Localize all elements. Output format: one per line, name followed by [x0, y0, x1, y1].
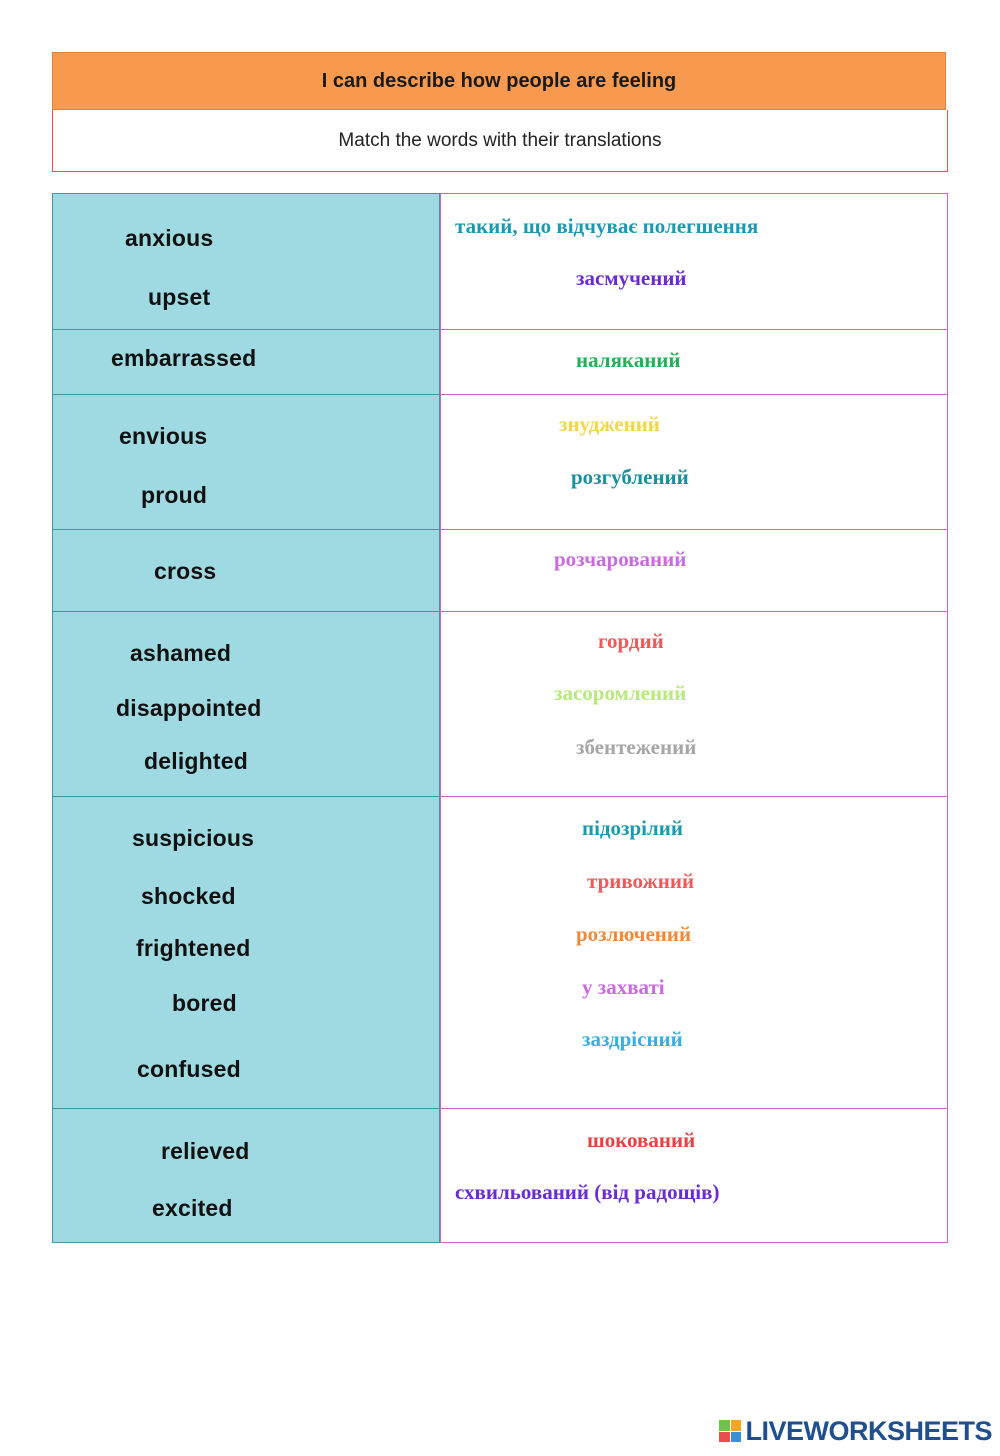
word-proud[interactable]: proud [141, 482, 208, 508]
translations-cell [440, 394, 948, 530]
table-row [52, 193, 948, 330]
worksheet-title [52, 52, 946, 110]
liveworksheets-logo[interactable] [719, 1414, 992, 1448]
words-cell [52, 394, 440, 530]
word-delighted[interactable]: delighted [144, 748, 249, 774]
word-excited[interactable]: excited [152, 1195, 233, 1221]
translations-cell [440, 329, 948, 395]
translation-item[interactable]: шокований [587, 1128, 696, 1152]
words-cell [52, 529, 440, 612]
translations-cell [440, 611, 948, 797]
translations-cell [440, 796, 948, 1109]
translation-item[interactable]: розчарований [554, 547, 687, 571]
table-row [52, 1108, 948, 1243]
translations-cell [440, 529, 948, 612]
words-cell [52, 1108, 440, 1243]
table-row [52, 394, 948, 530]
word-shocked[interactable]: shocked [141, 883, 236, 909]
translation-item[interactable]: тривожний [587, 869, 695, 893]
table-row [52, 611, 948, 797]
word-anxious[interactable]: anxious [125, 225, 214, 251]
translation-item[interactable]: збентежений [576, 735, 697, 759]
word-cross[interactable]: cross [154, 558, 217, 584]
translation-item[interactable]: схвильований (від радощів) [455, 1180, 720, 1204]
translation-item[interactable]: розлючений [576, 922, 692, 946]
words-cell [52, 329, 440, 395]
matching-table [52, 193, 948, 1243]
table-row [52, 329, 948, 395]
translation-item[interactable]: засмучений [576, 266, 687, 290]
translation-item[interactable]: заздрісний [582, 1027, 683, 1051]
translation-item[interactable]: наляканий [576, 348, 681, 372]
instructions-text: Match the words with their translations [338, 129, 662, 151]
word-ashamed[interactable]: ashamed [130, 640, 232, 666]
table-row [52, 529, 948, 612]
word-embarrassed[interactable]: embarrassed [111, 345, 257, 371]
translation-item[interactable]: такий, що відчуває полегшення [455, 214, 759, 238]
instructions-box [52, 110, 948, 172]
word-bored[interactable]: bored [172, 990, 237, 1016]
word-confused[interactable]: confused [137, 1056, 241, 1082]
translations-cell [440, 1108, 948, 1243]
words-cell [52, 611, 440, 797]
translation-item[interactable]: у захваті [582, 975, 665, 999]
translation-item[interactable]: знуджений [559, 412, 660, 436]
word-upset[interactable]: upset [148, 284, 211, 310]
translation-item[interactable]: розгублений [571, 465, 689, 489]
translation-item[interactable]: гордий [598, 629, 664, 653]
words-cell [52, 796, 440, 1109]
worksheet-title-text: I can describe how people are feeling [321, 69, 677, 92]
logo-mark-icon [719, 1420, 741, 1442]
translation-item[interactable]: підозрілий [582, 816, 683, 840]
logo-text: LIVEWORKSHEETS [745, 1415, 992, 1446]
translations-cell [440, 193, 948, 330]
word-disappointed[interactable]: disappointed [116, 695, 262, 721]
word-envious[interactable]: envious [119, 423, 208, 449]
translation-item[interactable]: засоромлений [554, 681, 687, 705]
word-relieved[interactable]: relieved [161, 1138, 250, 1164]
word-frightened[interactable]: frightened [136, 935, 251, 961]
words-cell [52, 193, 440, 330]
word-suspicious[interactable]: suspicious [132, 825, 255, 851]
table-row [52, 796, 948, 1109]
